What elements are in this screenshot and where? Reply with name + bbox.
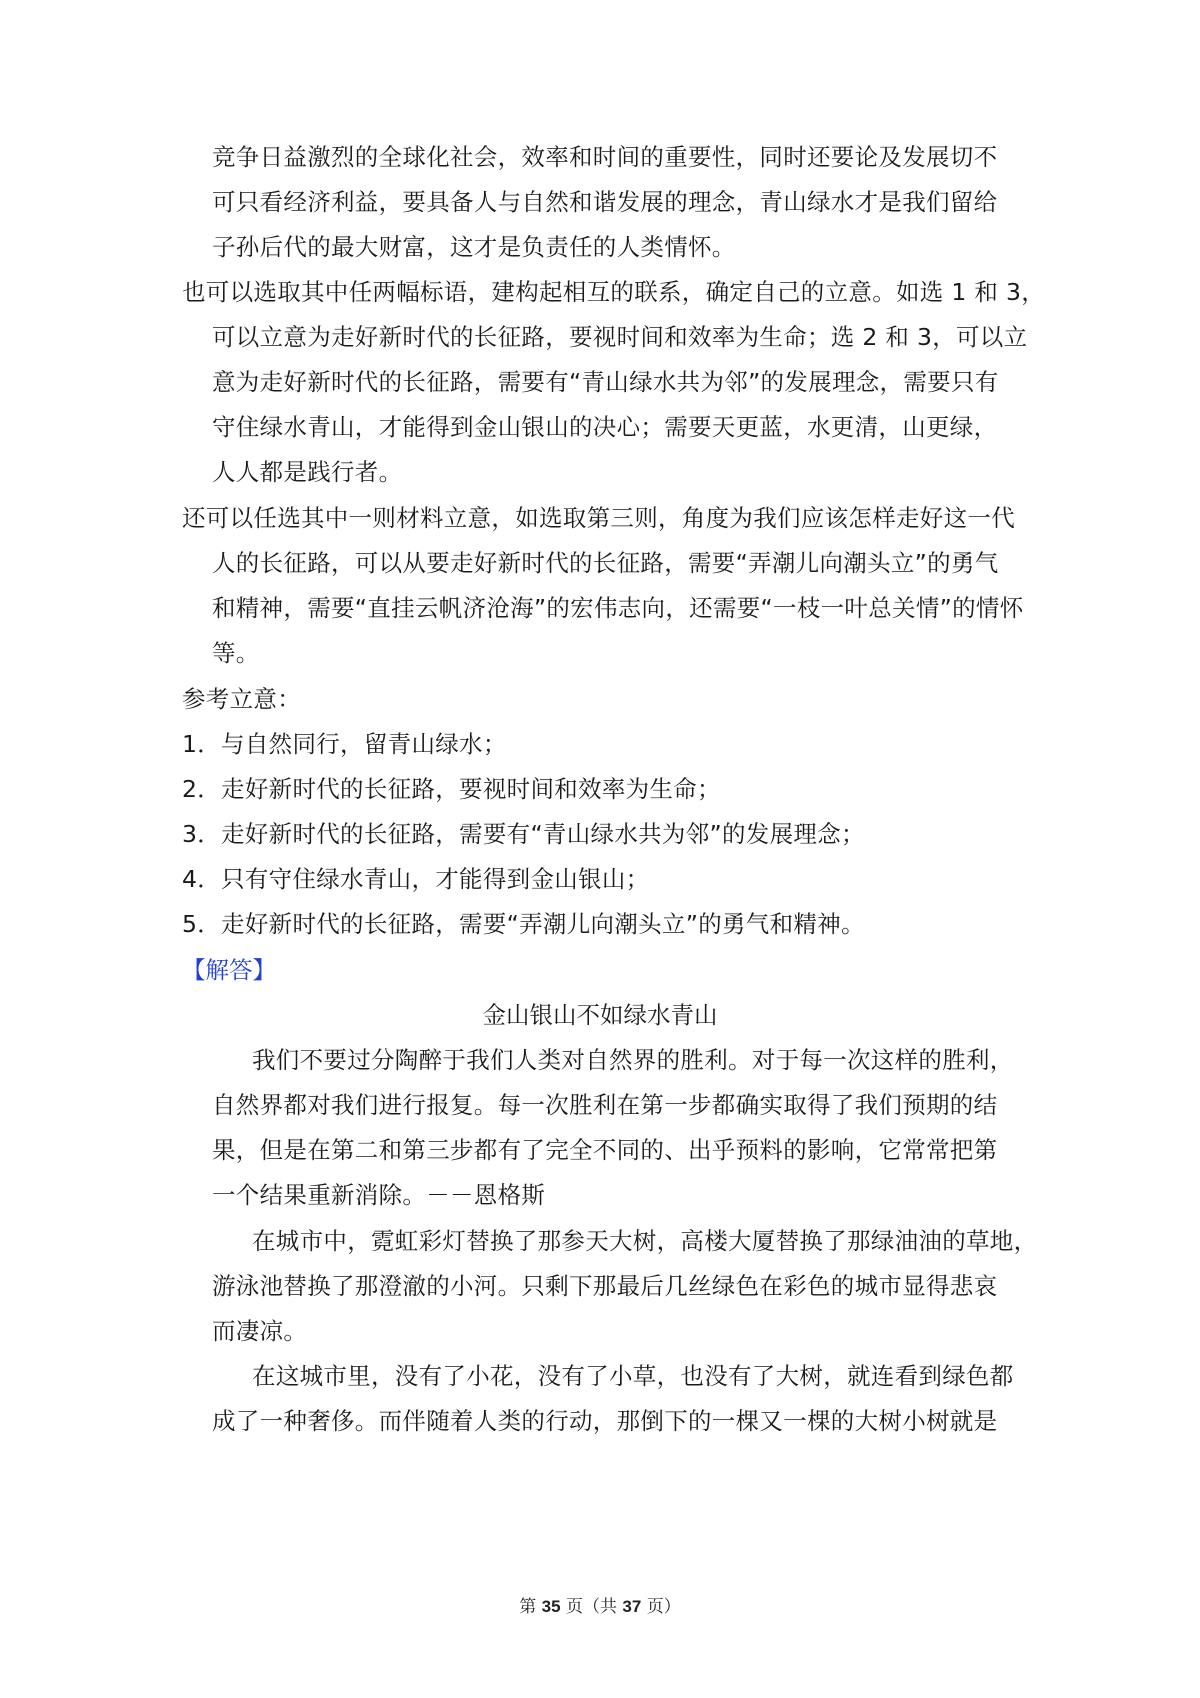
essay-paragraph-2-line: 游泳池替换了那澄澈的小河。只剩下那最后几丝绿色在彩色的城市显得悲哀 — [212, 1272, 998, 1300]
paragraph-1-line: 竞争日益激烈的全球化社会，效率和时间的重要性，同时还要论及发展切不 — [212, 143, 998, 171]
paragraph-2-line: 人人都是践行者。 — [212, 458, 403, 486]
paragraph-3-line: 和精神，需要“直挂云帆济沧海”的宏伟志向，还需要“一枝一叶总关情”的情怀 — [212, 594, 1024, 622]
paragraph-2-line: 可以立意为走好新时代的长征路，要视时间和效率为生命；选 2 和 3，可以立 — [212, 323, 1028, 351]
essay-paragraph-3-line: 成了一种奢侈。而伴随着人类的行动，那倒下的一棵又一棵的大树小树就是 — [212, 1407, 998, 1435]
essay-paragraph-1-line: 我们不要过分陶醉于我们人类对自然界的胜利。对于每一次这样的胜利， — [252, 1046, 1014, 1074]
paragraph-3-line: 人的长征路，可以从要走好新时代的长征路，需要“弄潮儿向潮头立”的勇气 — [212, 549, 999, 577]
paragraph-1-line: 子孙后代的最大财富，这才是负责任的人类情怀。 — [212, 233, 736, 261]
answer-label: 【解答】 — [182, 956, 276, 984]
essay-paragraph-1-line: 果，但是在第二和第三步都有了完全不同的、出乎预料的影响，它常常把第 — [212, 1136, 998, 1164]
paragraph-2-line: 守住绿水青山，才能得到金山银山的决心；需要天更蓝，水更清，山更绿， — [212, 413, 998, 441]
footer-prefix: 第 — [519, 1597, 537, 1617]
reference-list-item: 5．走好新时代的长征路，需要“弄潮儿向潮头立”的勇气和精神。 — [182, 910, 865, 938]
essay-paragraph-1-line: 自然界都对我们进行报复。每一次胜利在第一步都确实取得了我们预期的结 — [212, 1091, 998, 1119]
essay-paragraph-2-line: 而凄凉。 — [212, 1317, 308, 1345]
paragraph-2-line: 意为走好新时代的长征路，需要有“青山绿水共为邻”的发展理念，需要只有 — [212, 368, 999, 396]
paragraph-1-line: 可只看经济利益，要具备人与自然和谐发展的理念，青山绿水才是我们留给 — [212, 188, 998, 216]
reference-list-item: 1．与自然同行，留青山绿水； — [182, 730, 507, 758]
paragraph-3-line: 还可以任选其中一则材料立意，如选取第三则，角度为我们应该怎样走好这一代 — [182, 504, 1015, 532]
page-footer — [0, 1596, 1200, 1618]
total-page-count: 37 — [622, 1597, 642, 1616]
reference-list-item: 4．只有守住绿水青山，才能得到金山银山； — [182, 865, 650, 893]
essay-paragraph-1-line: 一个结果重新消除。－－恩格斯 — [212, 1181, 546, 1209]
footer-suffix: 页） — [646, 1597, 681, 1617]
reference-heading: 参考立意： — [182, 685, 301, 713]
essay-paragraph-3-line: 在这城市里，没有了小花，没有了小草，也没有了大树，就连看到绿色都 — [252, 1362, 1014, 1390]
essay-title: 金山银山不如绿水青山 — [482, 1001, 718, 1029]
reference-list-item: 2．走好新时代的长征路，要视时间和效率为生命； — [182, 775, 721, 803]
paragraph-3-line: 等。 — [212, 639, 260, 667]
footer-middle: 页（共 — [566, 1597, 617, 1617]
reference-list-item: 3．走好新时代的长征路，需要有“青山绿水共为邻”的发展理念； — [182, 820, 865, 848]
paragraph-2-line: 也可以选取其中任两幅标语，建构起相互的联系，确定自己的立意。如选 1 和 3， — [182, 278, 1046, 306]
current-page-number: 35 — [541, 1597, 561, 1616]
essay-paragraph-2-line: 在城市中，霓虹彩灯替换了那参天大树，高楼大厦替换了那绿油油的草地， — [252, 1227, 1038, 1255]
